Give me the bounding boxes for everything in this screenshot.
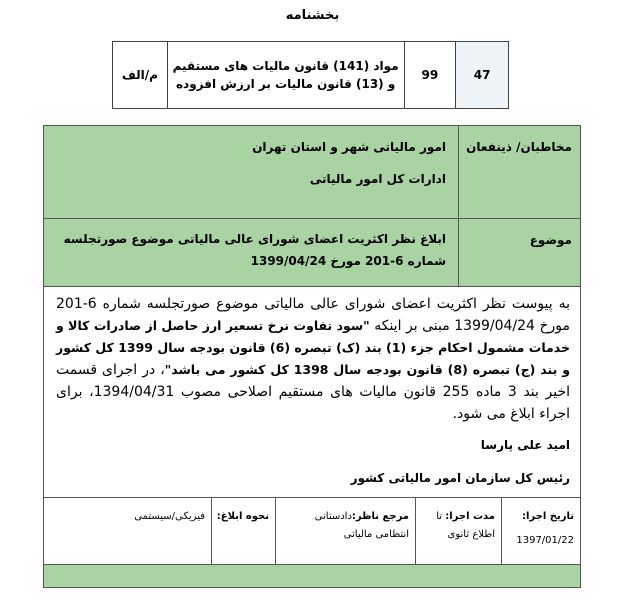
supervising-authority	[275, 498, 415, 564]
execution-date-label: تاریخ اجرا:	[522, 511, 574, 522]
subject-label: موضوع	[458, 219, 580, 286]
subject-row	[44, 219, 580, 287]
law-reference: مواد (141) قانون مالیات های مستقیم و (13) قانون مالیات بر ارزش افزوده	[167, 42, 404, 108]
body-paragraph	[56, 293, 570, 425]
method-value: فیزیکی/سیستمی	[134, 511, 205, 522]
circular-body	[44, 287, 580, 498]
execution-date-value: 1397/01/22	[516, 535, 574, 546]
recipients-line-1: امور مالیاتی شهر و استان تهران	[252, 140, 446, 154]
signatory-name: امید علی پارسا	[480, 438, 570, 452]
bottom-band	[44, 565, 580, 587]
footer-row	[44, 498, 580, 565]
authority-label: مرجع ناظر:	[351, 511, 409, 522]
execution-date	[501, 498, 580, 564]
notification-method-label	[211, 498, 275, 564]
page-title: بخشنامه	[285, 8, 340, 23]
header-code-table	[112, 41, 509, 109]
recipients-label: مخاطبان/ ذینفعان	[458, 126, 580, 218]
body-quote: "سود تفاوت نرخ تسعیر ارز حاصل از صادرات کالا و خدمات مشمول احکام جزء (1) بند (ک) تبصره (6) قانون بودجه سال 1399 کل کشور و بند (ج) تبصره (8) قانون بودجه سال 1398 کل کشور می باشد"	[56, 318, 570, 377]
subject-text: ابلاغ نظر اکثریت اعضای شورای عالی مالیاتی موضوع صورتجلسه شماره 6-201 مورخ 1399/04/24	[63, 232, 446, 268]
circular-number: 47	[455, 42, 508, 108]
signatory-title: رئیس کل سازمان امور مالیاتی کشور	[350, 471, 570, 485]
notification-method	[44, 498, 211, 564]
body-intro: به پیوست نظر اکثریت اعضای شورای عالی مالیاتی موضوع صورتجلسه شماره 6-201 مورخ 1399/04/24 مبنی بر اینکه	[56, 296, 570, 334]
clause-code: م/الف	[121, 68, 158, 82]
recipients-line-2: ادارات کل امور مالیاتی	[309, 172, 446, 186]
execution-duration	[415, 498, 501, 564]
method-label: نحوه ابلاغ:	[216, 511, 269, 522]
duration-label: مدت اجرا:	[445, 511, 495, 522]
recipients-row	[44, 126, 580, 219]
authority-value: دادستانی انتظامی مالیاتی	[314, 511, 409, 540]
body-ending: ، در اجرای قسمت اخیر بند 3 ماده 255 قانون مالیات های مستقیم اصلاحی مصوب 1394/04/31، برای اجراء ابلاغ می شود.	[56, 362, 571, 422]
circular-table	[43, 125, 581, 588]
page-code: 99	[404, 42, 456, 108]
duration-value: تا اطلاع ثانوی	[436, 511, 495, 540]
recipients-value	[44, 126, 458, 218]
